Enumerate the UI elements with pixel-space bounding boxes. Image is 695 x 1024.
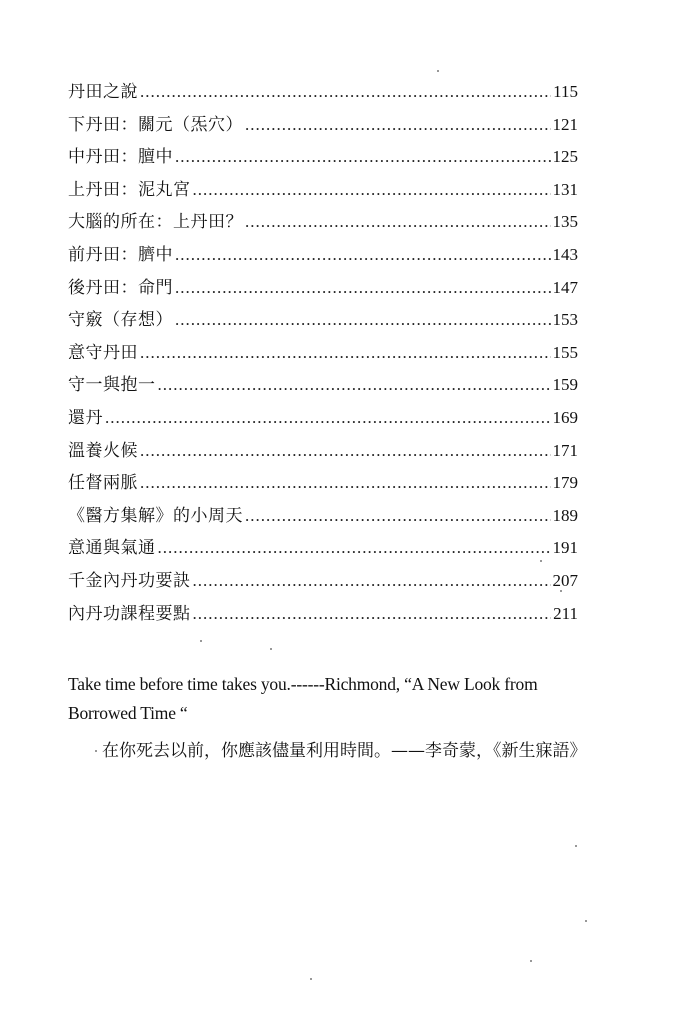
- toc-entry: [68, 565, 578, 598]
- toc-entry-title: 下丹田：關元（炁穴）: [68, 114, 243, 135]
- toc-entry-title: 前丹田：臍中: [68, 244, 173, 265]
- toc-entry: [68, 337, 578, 370]
- toc-entry: [68, 369, 578, 402]
- toc-entry-page: 125: [552, 147, 578, 167]
- toc-entry: [68, 174, 578, 207]
- toc-entry: [68, 598, 578, 631]
- toc-entry: [68, 532, 578, 565]
- scan-speck: [575, 845, 577, 847]
- english-quote: Take time before time takes you.------Richmond, “A New Look from Borrowed Time “: [68, 674, 538, 723]
- dot-leader: [175, 141, 551, 174]
- toc-entry-title: 任督兩脈: [68, 473, 138, 494]
- toc-entry: [68, 76, 578, 109]
- toc-entry: [68, 206, 578, 239]
- scan-speck: [560, 590, 562, 592]
- toc-entry-page: 179: [552, 473, 578, 493]
- toc-entry-title: 還丹: [68, 407, 103, 428]
- toc-entry-page: 121: [552, 114, 578, 134]
- toc-entry-title: 守竅（存想）: [68, 310, 173, 331]
- toc-entry-title: 大腦的所在：上丹田？: [68, 212, 243, 233]
- dot-leader: [193, 598, 552, 631]
- toc-entry-page: 191: [552, 538, 578, 558]
- toc-entry-page: 135: [552, 212, 578, 232]
- toc-entry: [68, 272, 578, 305]
- scan-speck: [200, 640, 202, 642]
- dot-leader: [245, 206, 551, 239]
- dot-leader: [158, 532, 551, 565]
- dot-leader: [140, 76, 551, 109]
- toc-entry: [68, 402, 578, 435]
- dot-leader: [158, 369, 551, 402]
- toc-entry-page: 171: [552, 440, 578, 460]
- scan-speck: [95, 750, 97, 752]
- toc-entry: [68, 500, 578, 533]
- dot-leader: [140, 467, 551, 500]
- dot-leader: [193, 174, 551, 207]
- toc-entry-page: 169: [552, 407, 578, 427]
- toc-entry-page: 131: [552, 179, 578, 199]
- scan-speck: [270, 648, 272, 650]
- toc-entry-page: 207: [552, 570, 578, 590]
- dot-leader: [245, 500, 551, 533]
- toc-entry-page: 159: [552, 375, 578, 395]
- dot-leader: [105, 402, 551, 435]
- scan-speck: [437, 70, 439, 72]
- toc-entry: [68, 467, 578, 500]
- toc-entry-title: 溫養火候: [68, 440, 138, 461]
- toc-entry: [68, 109, 578, 142]
- toc-entry: [68, 141, 578, 174]
- toc-entry-title: 中丹田：膻中: [68, 147, 173, 168]
- dot-leader: [175, 272, 551, 305]
- toc-entry: [68, 435, 578, 468]
- chinese-quote: 在你死去以前，你應該儘量利用時間。——李奇蒙，《新生寐語》: [102, 741, 587, 761]
- toc-entry-title: 《醫方集解》的小周天: [68, 505, 243, 526]
- toc-entry-title: 上丹田：泥丸宮: [68, 179, 191, 200]
- dot-leader: [140, 337, 551, 370]
- toc-entry: [68, 239, 578, 272]
- toc-entry-page: 189: [552, 505, 578, 525]
- toc-entry-page: 155: [552, 342, 578, 362]
- dot-leader: [245, 109, 551, 142]
- scan-speck: [540, 560, 542, 562]
- toc-entry-page: 143: [552, 244, 578, 264]
- toc-entry-page: 147: [552, 277, 578, 297]
- toc-entry: [68, 304, 578, 337]
- table-of-contents: [68, 76, 578, 630]
- toc-entry-page: 115: [553, 82, 578, 101]
- toc-entry-title: 意守丹田: [68, 342, 138, 363]
- toc-entry-page: 153: [552, 310, 578, 330]
- dot-leader: [175, 239, 551, 272]
- dot-leader: [140, 435, 551, 468]
- dot-leader: [175, 304, 551, 337]
- toc-entry-page: 211: [553, 603, 578, 623]
- toc-entry-title: 意通與氣通: [68, 538, 156, 559]
- toc-entry-title: 守一與抱一: [68, 375, 156, 396]
- dot-leader: [193, 565, 551, 598]
- toc-entry-title: 後丹田：命門: [68, 277, 173, 298]
- toc-entry-title: 千金內丹功要訣: [68, 570, 191, 591]
- toc-entry-title: 內丹功課程要點: [68, 603, 191, 624]
- scan-speck: [530, 960, 532, 962]
- scan-speck: [585, 920, 587, 922]
- toc-entry-title: 丹田之說: [68, 82, 138, 102]
- scan-speck: [310, 978, 312, 980]
